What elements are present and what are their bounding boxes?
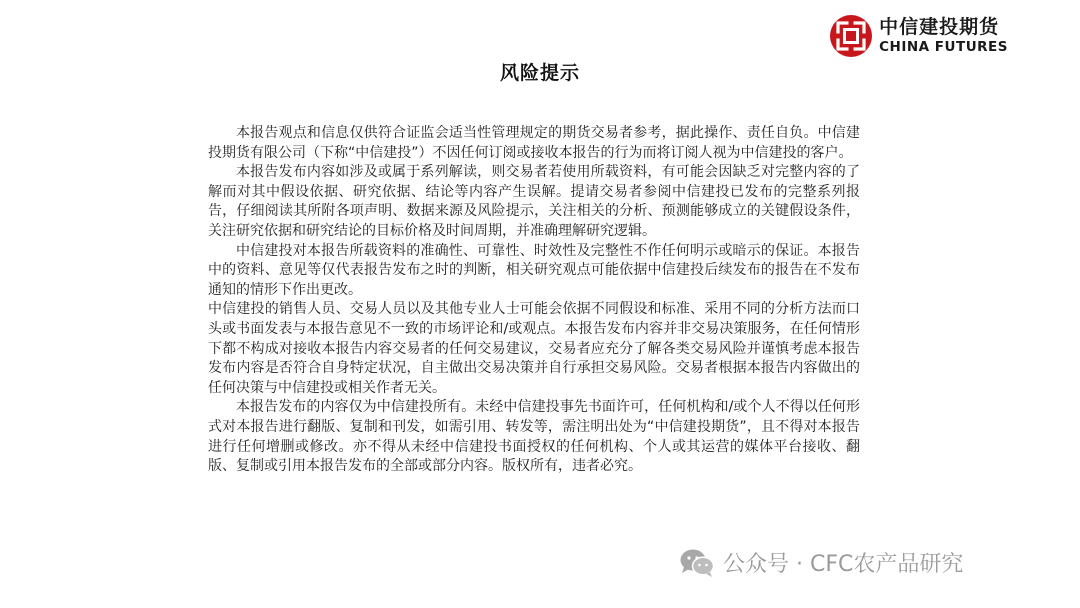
page-title: 风险提示 [499, 62, 580, 84]
watermark-text: 公众号 · CFC农产品研究 [723, 552, 964, 577]
logo-name-cn: 中信建投期货 [879, 15, 1000, 38]
company-logo [829, 14, 1008, 58]
logo-text [879, 15, 1008, 55]
paragraph-4: 中信建投的销售人员、交易人员以及其他专业人士可能会依据不同假设和标准、采用不同的分析方法而口头或书面发表与本报告意见不一致的市场评论和/或观点。本报告发布内容并非交易决策服务，在任何情形下都不构成对接收本报告内容交易者的任何交易建议，交易者应充分了解各类交易风险并谨慎考虑本报告发布内容是否符合自身特定状况，自主做出交易决策并自行承担交易风险。交易者根据本报告内容做出的任何决策与中信建投或相关作者无关。 [208, 301, 860, 396]
paragraph-1: 本报告观点和信息仅供符合证监会适当性管理规定的期货交易者参考，据此操作、责任自负。中信建投期货有限公司（下称“中信建投”）不因任何订阅或接收本报告的行为而将订阅人视为中信建投的客户。 [208, 125, 860, 161]
paragraph-3: 中信建投对本报告所载资料的准确性、可靠性、时效性及完整性不作任何明示或暗示的保证。本报告中的资料、意见等仅代表报告发布之时的判断，相关研究观点可能依据中信建投后续发布的报告在不发布通知的情形下作出更改。 [208, 242, 860, 298]
paragraph-2: 本报告发布内容如涉及或属于系列解读，则交易者若使用所载资料，有可能会因缺乏对完整内容的了解而对其中假设依据、研究依据、结论等内容产生误解。提请交易者参阅中信建投已发布的完整系列报告，仔细阅读其所附各项声明、数据来源及风险提示，关注相关的分析、预测能够成立的关键假设条件，关注研究依据和研究结论的目标价格及时间周期，并准确理解研究逻辑。 [208, 164, 860, 239]
logo-name-en: CHINA FUTURES [879, 38, 1008, 55]
citic-logo-icon [829, 14, 873, 58]
disclaimer-body [208, 124, 860, 477]
paragraph-5: 本报告发布的内容仅为中信建投所有。未经中信建投事先书面许可，任何机构和/或个人不得以任何形式对本报告进行翻版、复制和刊发，如需引用、转发等，需注明出处为“中信建投期货”，且不得对本报告进行任何增删或修改。亦不得从未经中信建投书面授权的任何机构、个人或其运营的媒体平台接收、翻版、复制或引用本报告发布的全部或部分内容。版权所有，违者必究。 [208, 399, 860, 475]
watermark [679, 547, 963, 578]
wechat-icon [679, 548, 715, 578]
